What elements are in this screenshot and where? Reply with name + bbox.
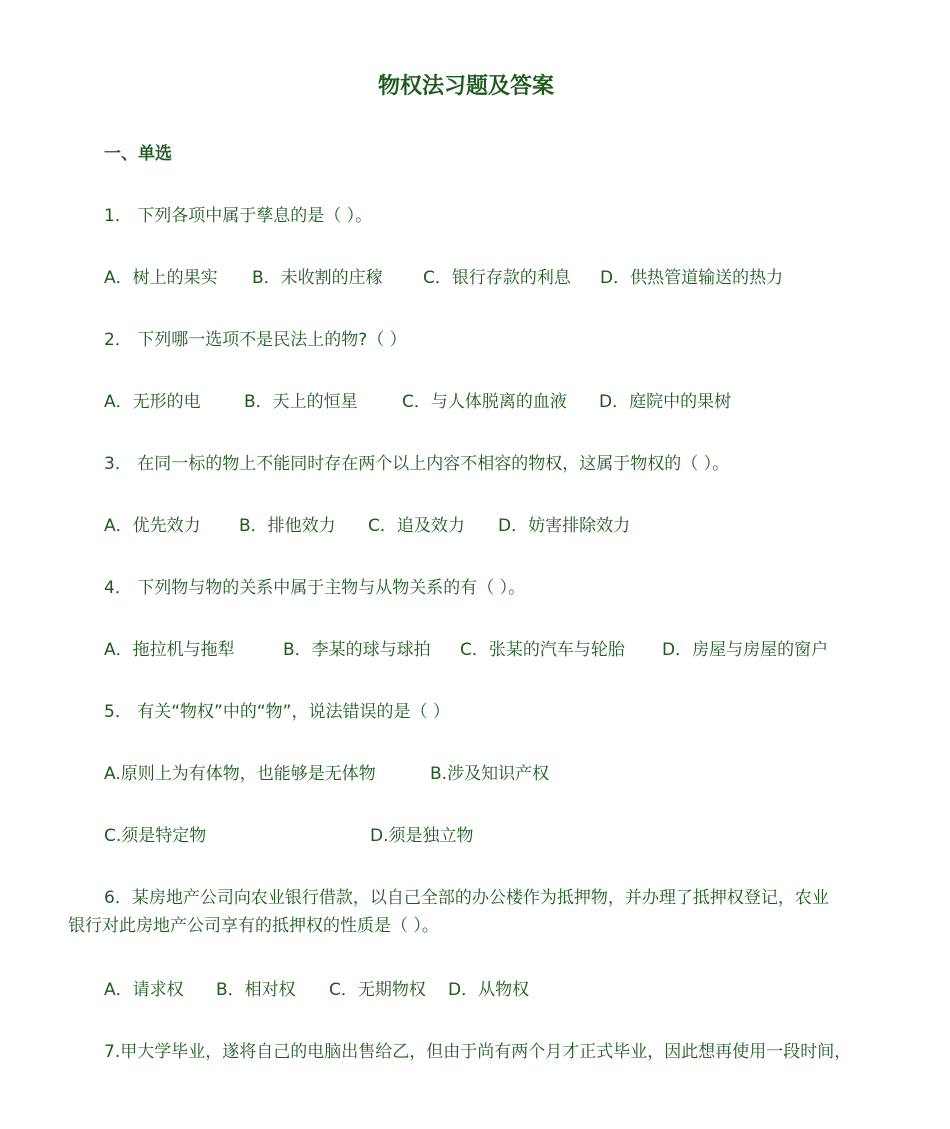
question-3-option-a: A．优先效力 bbox=[104, 516, 201, 536]
question-3-option-d: D．妨害排除效力 bbox=[498, 516, 631, 536]
question-5-option-a: A.原则上为有体物，也能够是无体物 bbox=[104, 764, 376, 784]
question-5-option-d: D.须是独立物 bbox=[370, 826, 474, 846]
question-6-option-a: A．请求权 bbox=[104, 980, 184, 1000]
question-2-option-a: A．无形的电 bbox=[104, 392, 201, 412]
question-6-option-b: B．相对权 bbox=[216, 980, 296, 1000]
question-4-option-b: B．李某的球与球拍 bbox=[283, 640, 431, 660]
question-4-option-d: D．房屋与房屋的窗户 bbox=[662, 640, 829, 660]
section-heading: 一、单选 bbox=[104, 144, 172, 164]
question-5-option-b: B.涉及知识产权 bbox=[430, 764, 550, 784]
question-1-option-c: C．银行存款的利息 bbox=[423, 268, 571, 288]
question-2-stem: 2． 下列哪一选项不是民法上的物?（ ） bbox=[104, 330, 407, 350]
question-3-option-b: B．排他效力 bbox=[239, 516, 336, 536]
question-7-stem-line1: 7.甲大学毕业，遂将自己的电脑出售给乙，但由于尚有两个月才正式毕业，因此想再使用一段时间， bbox=[104, 1042, 852, 1062]
question-5-stem: 5． 有关“物权”中的“物”，说法错误的是（ ） bbox=[104, 702, 450, 722]
question-3-option-c: C．追及效力 bbox=[368, 516, 465, 536]
question-5-option-c: C.须是特定物 bbox=[104, 826, 207, 846]
question-1-option-d: D．供热管道输送的热力 bbox=[600, 268, 784, 288]
question-4-option-c: C．张某的汽车与轮胎 bbox=[460, 640, 625, 660]
question-6-option-d: D．从物权 bbox=[448, 980, 530, 1000]
question-6-option-c: C．无期物权 bbox=[329, 980, 426, 1000]
question-1-option-b: B．未收割的庄稼 bbox=[252, 268, 383, 288]
question-1-option-a: A．树上的果实 bbox=[104, 268, 218, 288]
question-4-option-a: A．拖拉机与拖犁 bbox=[104, 640, 235, 660]
question-1-stem: 1． 下列各项中属于孳息的是（ ）。 bbox=[104, 206, 373, 226]
question-6-stem-line2: 银行对此房地产公司享有的抵押权的性质是（ ）。 bbox=[68, 916, 439, 936]
page-title: 物权法习题及答案 bbox=[378, 74, 555, 99]
question-4-stem: 4． 下列物与物的关系中属于主物与从物关系的有（ ）。 bbox=[104, 578, 526, 598]
question-6-stem-line1: 6．某房地产公司向农业银行借款，以自己全部的办公楼作为抵押物，并办理了抵押权登记，农业 bbox=[104, 888, 829, 908]
question-3-stem: 3． 在同一标的物上不能同时存在两个以上内容不相容的物权，这属于物权的（ ）。 bbox=[104, 454, 730, 474]
question-2-option-c: C．与人体脱离的血液 bbox=[402, 392, 567, 412]
question-2-option-d: D．庭院中的果树 bbox=[599, 392, 732, 412]
question-2-option-b: B．天上的恒星 bbox=[244, 392, 358, 412]
